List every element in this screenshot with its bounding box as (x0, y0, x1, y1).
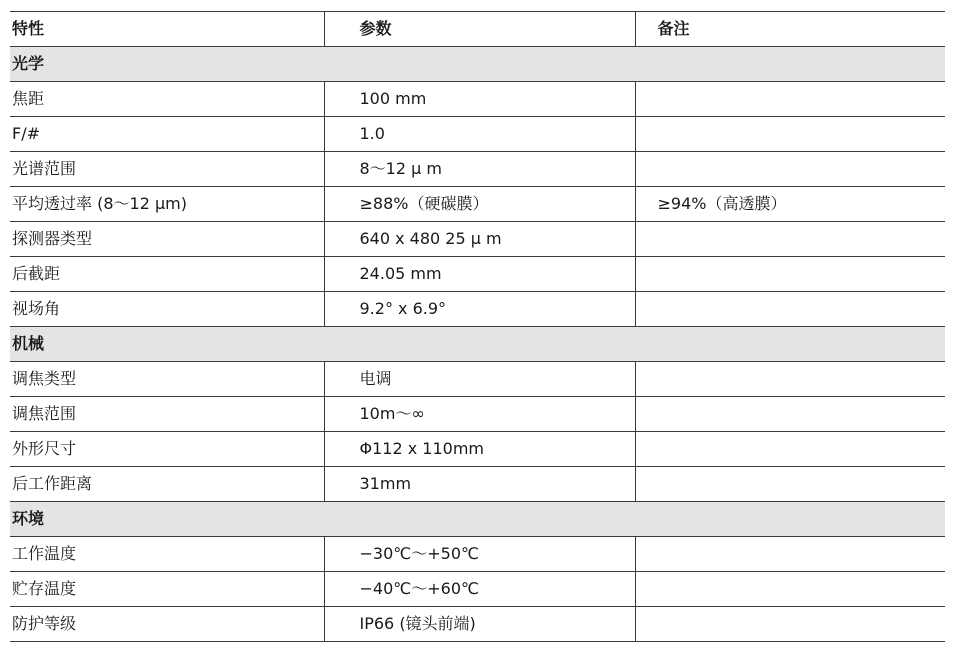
header-note: 备注 (635, 12, 945, 47)
feature-cell: 调焦类型 (10, 362, 324, 397)
param-cell: ≥88%（硬碳膜） (324, 187, 635, 222)
note-cell (635, 362, 945, 397)
spec-table (10, 11, 945, 642)
param-cell: 电调 (324, 362, 635, 397)
table-row (10, 117, 945, 152)
section-row-optics (10, 47, 945, 82)
feature-cell: 外形尺寸 (10, 432, 324, 467)
param-cell: −30℃～+50℃ (324, 537, 635, 572)
param-cell: Φ112 x 110mm (324, 432, 635, 467)
section-row-environment (10, 502, 945, 537)
feature-cell: 平均透过率 (8～12 μm) (10, 187, 324, 222)
feature-cell: F/# (10, 117, 324, 152)
note-cell (635, 397, 945, 432)
feature-cell: 贮存温度 (10, 572, 324, 607)
header-feature: 特性 (10, 12, 324, 47)
param-cell: −40℃～+60℃ (324, 572, 635, 607)
param-cell: 31mm (324, 467, 635, 502)
param-cell: 9.2° x 6.9° (324, 292, 635, 327)
param-cell: 24.05 mm (324, 257, 635, 292)
feature-cell: 后工作距离 (10, 467, 324, 502)
feature-cell: 后截距 (10, 257, 324, 292)
feature-cell: 工作温度 (10, 537, 324, 572)
table-row (10, 222, 945, 257)
note-cell: ≥94%（高透膜） (635, 187, 945, 222)
section-title: 环境 (10, 502, 945, 537)
param-cell: IP66 (镜头前端) (324, 607, 635, 642)
note-cell (635, 432, 945, 467)
param-cell: 10m～∞ (324, 397, 635, 432)
feature-cell: 光谱范围 (10, 152, 324, 187)
header-param: 参数 (324, 12, 635, 47)
param-cell: 100 mm (324, 82, 635, 117)
note-cell (635, 572, 945, 607)
param-cell: 640 x 480 25 μ m (324, 222, 635, 257)
section-title: 光学 (10, 47, 945, 82)
section-title: 机械 (10, 327, 945, 362)
param-cell: 1.0 (324, 117, 635, 152)
table-row (10, 292, 945, 327)
note-cell (635, 117, 945, 152)
table-row (10, 362, 945, 397)
header-row (10, 12, 945, 47)
table-row (10, 257, 945, 292)
note-cell (635, 467, 945, 502)
table-row (10, 397, 945, 432)
note-cell (635, 222, 945, 257)
note-cell (635, 152, 945, 187)
feature-cell: 视场角 (10, 292, 324, 327)
table-row (10, 607, 945, 642)
note-cell (635, 607, 945, 642)
table-row (10, 187, 945, 222)
feature-cell: 探测器类型 (10, 222, 324, 257)
feature-cell: 焦距 (10, 82, 324, 117)
table-row (10, 432, 945, 467)
table-row (10, 572, 945, 607)
note-cell (635, 257, 945, 292)
note-cell (635, 537, 945, 572)
note-cell (635, 82, 945, 117)
table-row (10, 152, 945, 187)
feature-cell: 调焦范围 (10, 397, 324, 432)
param-cell: 8～12 μ m (324, 152, 635, 187)
section-row-mechanical (10, 327, 945, 362)
note-cell (635, 292, 945, 327)
table-row (10, 467, 945, 502)
feature-cell: 防护等级 (12, 614, 77, 633)
table-row (10, 537, 945, 572)
table-row (10, 82, 945, 117)
